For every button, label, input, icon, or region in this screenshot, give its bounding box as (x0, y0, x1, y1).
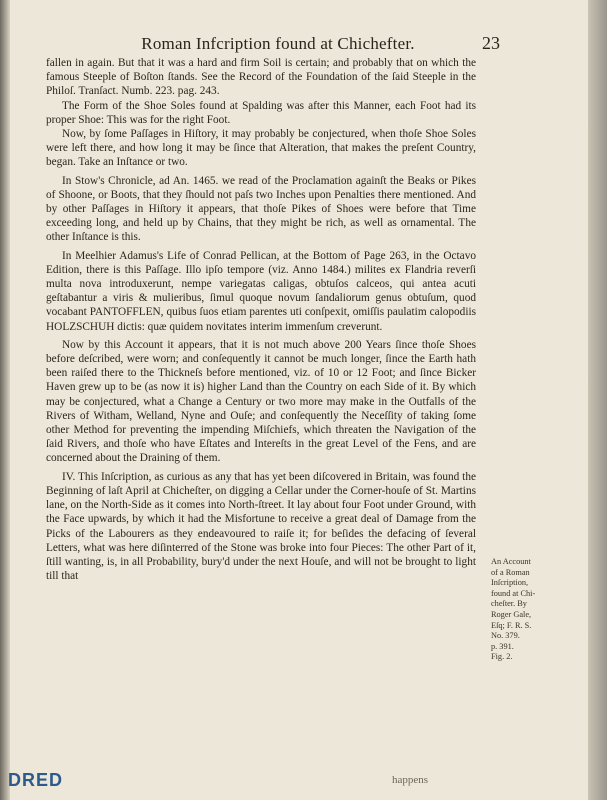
margin-note-line: of a Roman (491, 567, 530, 577)
margin-note-line: found at Chi- (491, 588, 536, 598)
margin-note-line: Fig. 2. (491, 652, 513, 662)
margin-note-line: An Account (491, 557, 531, 566)
page-gutter (0, 0, 10, 800)
margin-note-line: Roger Gale, (491, 609, 532, 619)
body-text (46, 56, 476, 583)
paragraph: Now by this Account it appears, that it is not much above 200 Years ſince thoſe Shoes before deſcribed, were worn; and conſequently it cannot be much longer, ſince the Earth hath been raiſed there to the Thickneſs before mentioned, viz. of 10 or 12 Foot; and ſince Bicker Haven grew up to be (as now it is) higher Land than the Country on each Side of it. By which may be conjectured, what a Change a Century or two more may make in the Outfalls of the Rivers of Witham, Welland, Nyne and Ouſe; and conſequently the Neceſſity of taking ſome other Method for preventing the impending Miſchiefs, which threaten the Navigation of the ſaid Rivers, and thoſe who have Eſtates and Intereſts in the great Level of the Fens, and are concerned about the Draining of them. (46, 338, 476, 465)
paragraph: Now, by ſome Paſſages in Hiſtory, it may probably be conjectured, when thoſe Shoe Soles were left there, and how long it may be ſince that Alteration, that makes the preſent Country, began. Take an Inſtance or two. (46, 128, 476, 169)
margin-note-line: Eſq; F. R. S. (491, 620, 532, 630)
running-title: Roman Infcription found at Chichefter. (141, 34, 415, 53)
paragraph: In Stow's Chronicle, ad An. 1465. we read of the Proclamation againſt the Beaks or Pikes of Shoone, or Boots, that they ſhould not paſs two Inches upon Penalties there mentioned. And by other Paſſages in Hiſtory it appears, that thoſe Pikes of Shoes were before that Time exceeding long, and held up by Chains, that they might be rich, as well as ornamental. The other Inſtance is this. (46, 174, 476, 244)
footer-logo: DRED (8, 770, 64, 790)
margin-note-line: Inſcription, (491, 578, 529, 588)
paragraph: IV. This Inſcription, as curious as any that has yet been diſcovered in Britain, was found the Beginning of laſt April at Chicheſter, on digging a Cellar under the Corner-houſe of St. Martins lane, on the North-Side as it comes into North-ſtreet. It lay about four Foot under Ground, with the Face upwards, by which it had the Misfortune to receive a great deal of Damage from the Picks of the Labourers as they endeavoured to raiſe it; for beſides the defacing of ſeveral Letters, what was here diſinterred of the Stone was broke into four Pieces: The other Part of it, ſtill wanting, is, in all Probability, bury'd under the next Houſe, and will not be brought to light till that (46, 470, 476, 583)
margin-note-line: p. 391. (491, 641, 514, 651)
page-number: 23 (482, 33, 500, 53)
paragraph: The Form of the Shoe Soles found at Spalding was after this Manner, each Foot had its proper Shoe: This was for the right Foot. (46, 99, 476, 126)
margin-note-line: No. 379. (491, 631, 520, 641)
page-edge-shadow (588, 0, 607, 800)
paragraph: fallen in again. But that it was a hard and firm Soil is certain; and probably that on which the famous Steeple of Boſton ſtands. See the Record of the Foundation of the ſaid Steeple in the Philoſ. Tranſact. Numb. 223. pag. 243. (46, 57, 476, 98)
margin-note (491, 557, 557, 663)
margin-note-line: cheſter. By (491, 599, 527, 609)
catchword: happens (392, 774, 429, 786)
paragraph: In Meelhier Adamus's Life of Conrad Pellican, at the Bottom of Page 263, in the Octavo Edition, there is this Paſſage. Illo ipſo tempore (viz. Anno 1484.) milites ex Flandria reverſi multa nova introduxerunt, nempe variegatas caligas, obtuſos calceos, qui antea acuti geſtabantur a viris & mulieribus, ſimul quoque novum ſandaliorum genus obtuſum, quod vocabant PANTOFFLEN, quibus ſuos etiam parentes uti conſpexit, omiſſis paulatim calopodiis HOLZSCHUH dictis: quæ quidem novitates interim immenſum creverunt. (46, 249, 476, 333)
